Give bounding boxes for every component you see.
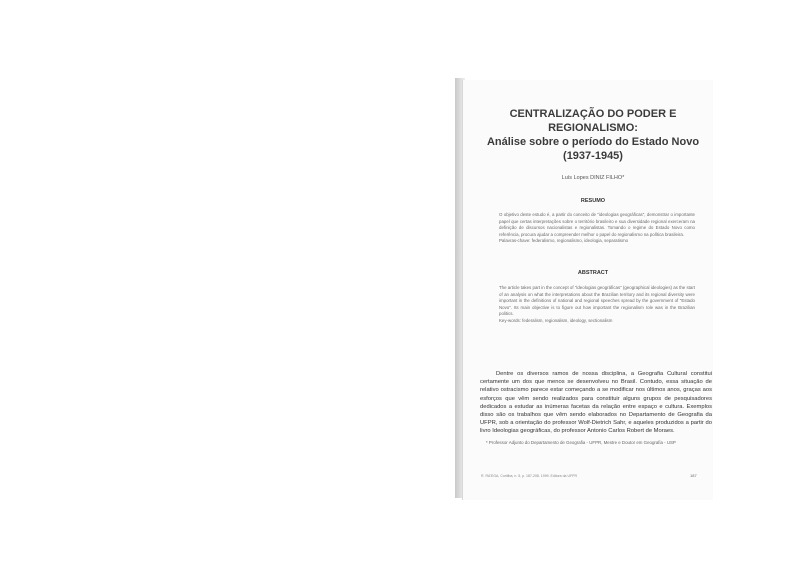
title-line-3: Análise sobre o período do Estado Novo — [486, 136, 700, 148]
title-line-1: CENTRALIZAÇÃO DO PODER E — [509, 108, 677, 120]
abstract-block — [499, 285, 695, 324]
footnote: * Professor Adjunto do Departamento de Geografia - UFPR, Mestre e Doutor em Geografia - USP — [486, 440, 676, 445]
resumo-heading: RESUMO — [580, 198, 606, 204]
resumo-block — [499, 212, 695, 245]
body-paragraph: Dentre os diversos ramos de nossa disciplina, a Geografia Cultural constitui certamente um dos que menos se desenvolveu no Brasil. Contudo, essa situação de relativo ostracismo parece estar começando a se modificar nos últimos anos, graças aos esforços que vêm sendo realizados para constituir alguns grupos de pesquisadores dedicados a estudar as inúmeras facetas da relação entre espaço e cultura. Exemplos disso são os trabalhos que vêm sendo elaborados no Departamento de Geografia da UFPR, sob a orientação do professor Wolf-Dietrich Sahr, e aqueles produzidos a partir do livro Ideologias geográficas, do professor Antonio Carlos Robert de Moraes. — [480, 371, 712, 435]
abstract-text: The article takes part in the concept of "ideologias geográficas" (geographical ideologies) as the start of an analysis on what the interpretations about the Brazilian territory and its regional diversity were important in the definitions of national and regional speeches spread by the government of "Estado Novo". Its main objective is to figure out how important the regionalism role was in the Brazilian politics. — [499, 285, 695, 316]
abstract-keywords: Key-words: federalism, regionalism, ideology, sectionalism — [499, 317, 613, 323]
resumo-text: O objetivo deste estudo é, a partir do conceito de "ideologias geográficas", demonstrar o importante papel que certas interpretações sobre o território brasileiro e sua diversidade regional exerceram na definição de discursos nacionalistas e regionalistas. Tomando o regime do Estado Novo como referência, procura ajudar a compreender melhor o papel do regionalismo na política brasileira. — [499, 212, 695, 237]
author-name: Luís Lopes DINIZ FILHO* — [561, 175, 625, 181]
title-line-2: REGIONALISMO: — [548, 122, 638, 134]
journal-citation: R. RA'EGA, Curitiba, n. 5, p. 187-208. 1999. Editora da UFPR — [481, 474, 577, 478]
resumo-keywords: Palavras-chave: federalismo, regionalismo, ideologia, separatismo — [499, 238, 629, 243]
title-line-4: (1937-1945) — [563, 150, 623, 162]
article-title — [478, 107, 708, 163]
page-number: 187 — [690, 473, 697, 478]
abstract-heading: ABSTRACT — [577, 270, 609, 276]
